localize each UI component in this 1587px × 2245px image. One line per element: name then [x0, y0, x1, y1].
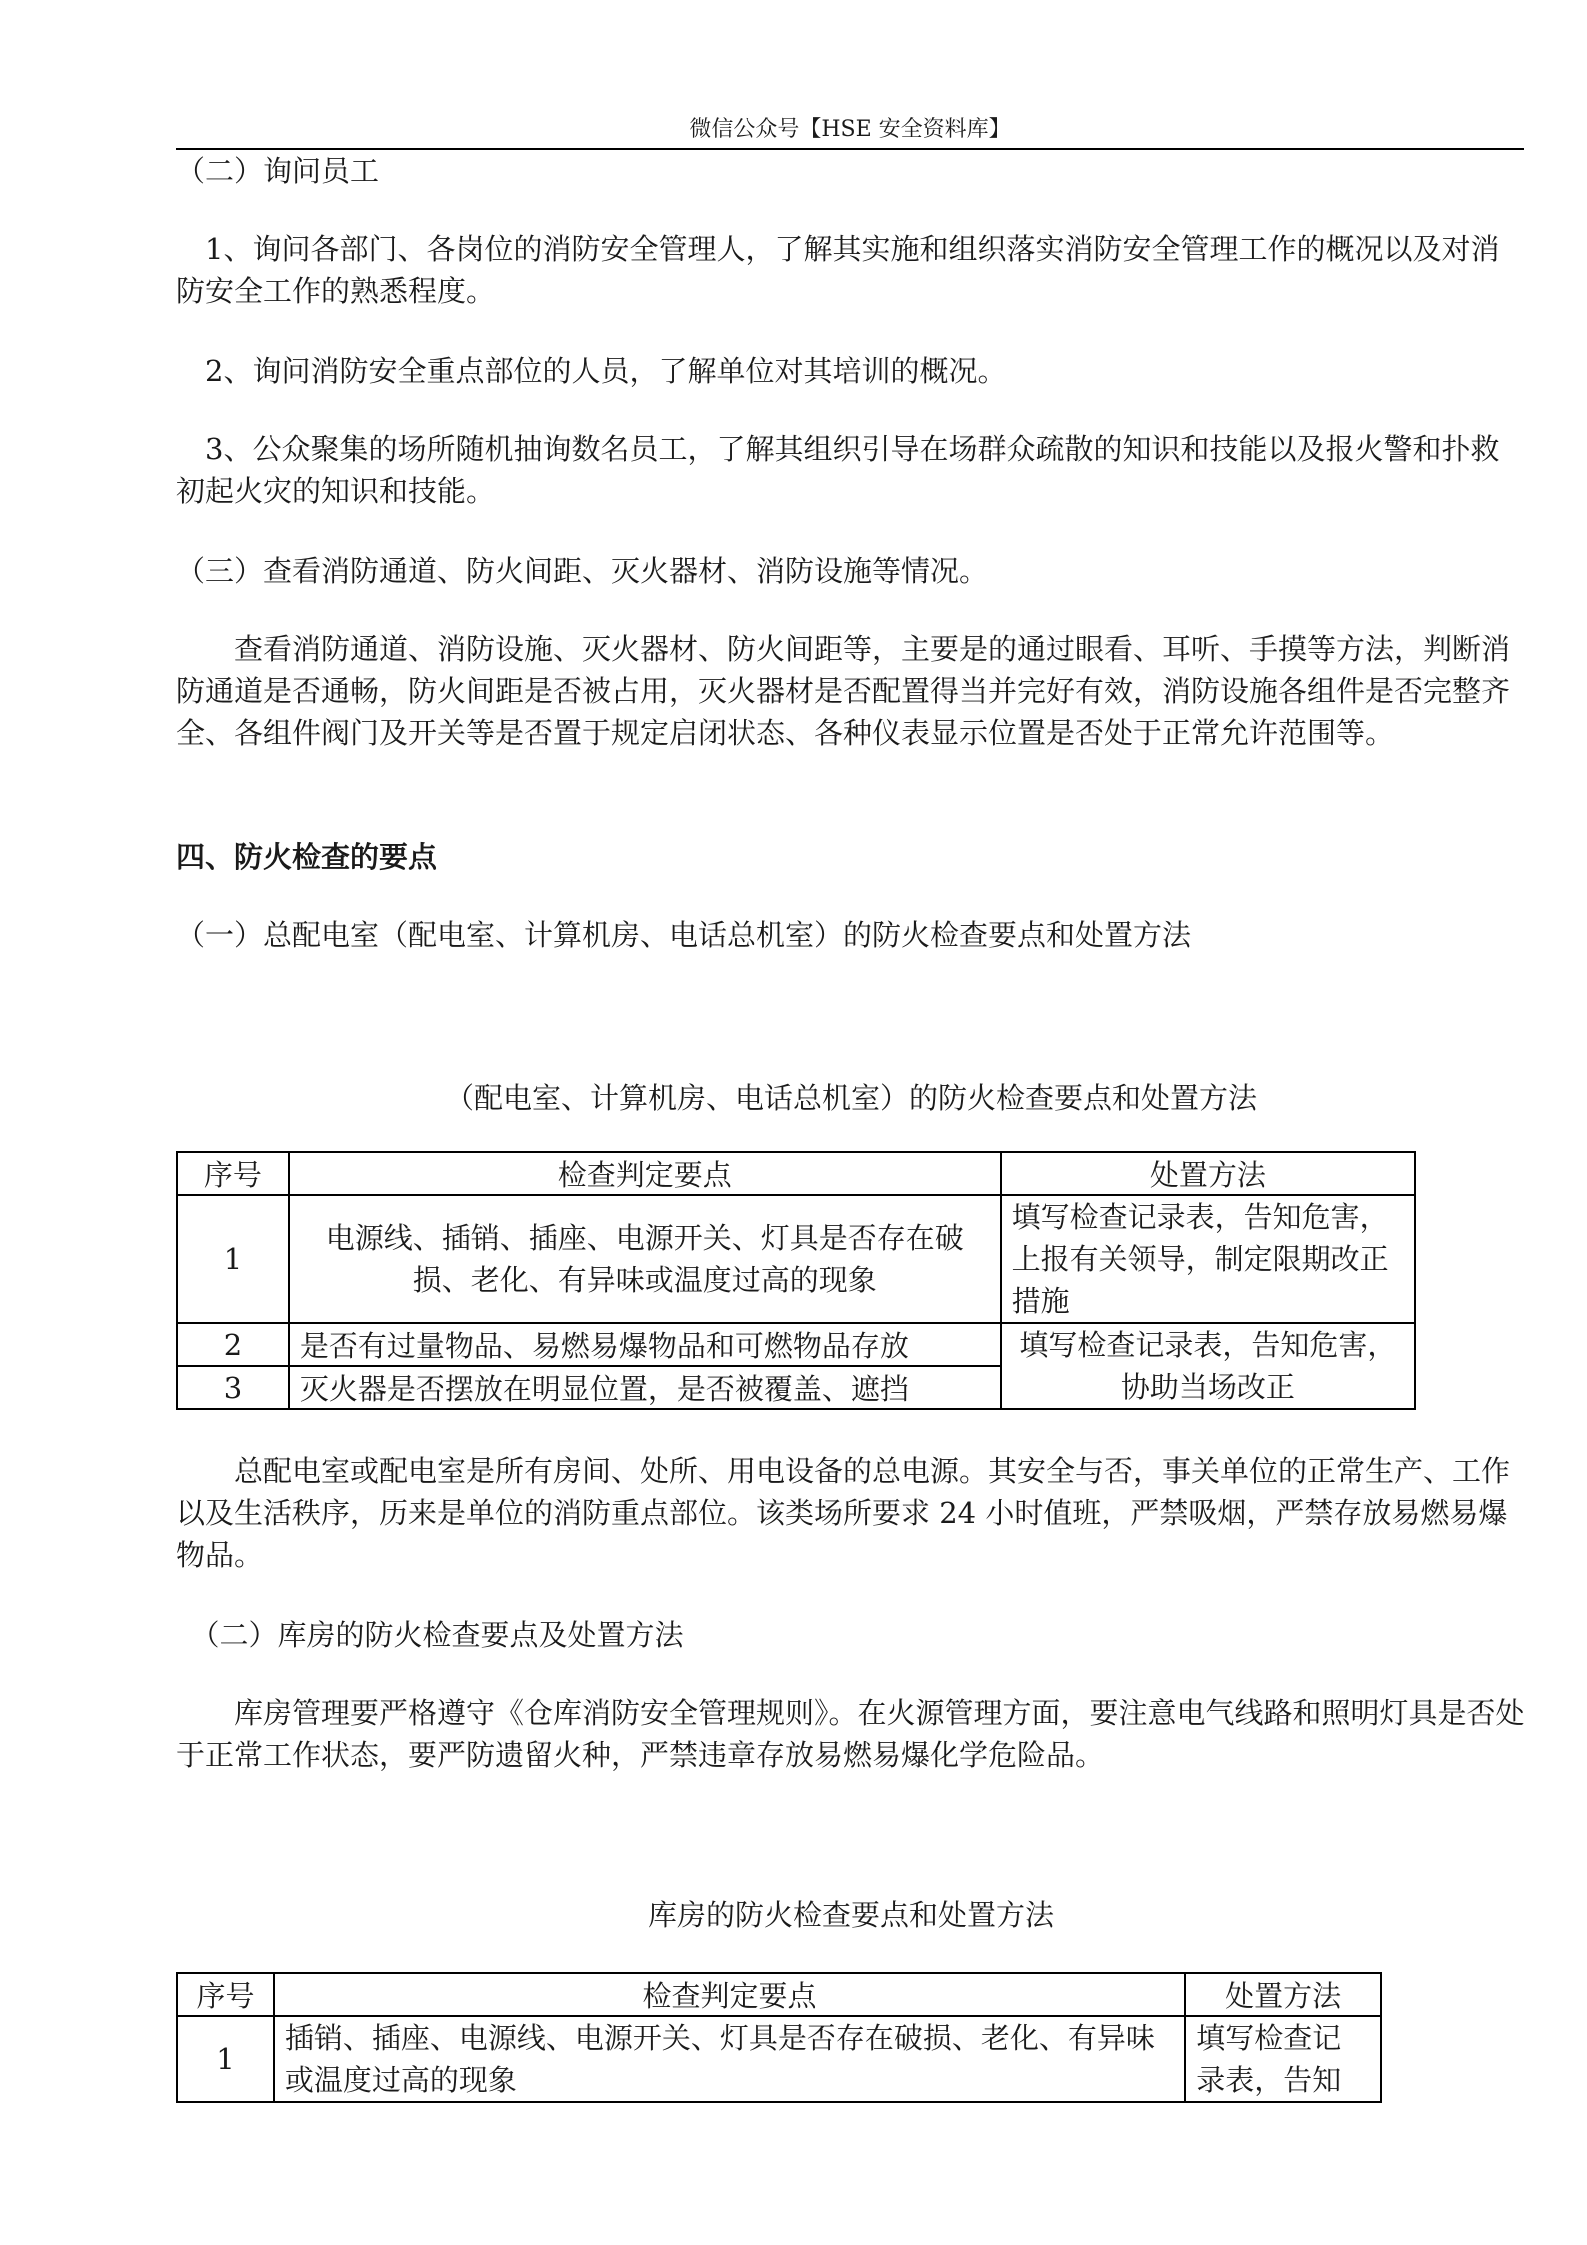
page-header: 微信公众号【HSE 安全资料库】	[689, 117, 1011, 142]
paragraph-interview-1: 1、询问各部门、各岗位的消防安全管理人，了解其实施和组织落实消防安全管理工作的概况以及对消防安全工作的熟悉程度。	[176, 232, 1500, 308]
table2-header-no: 序号	[177, 1973, 274, 2016]
table2-caption: 库房的防火检查要点和处置方法	[647, 1898, 1054, 1932]
table1-row1-method: 填写检查记录表，告知危害，上报有关领导，制定限期改正措施	[1001, 1195, 1415, 1323]
section-title-inspect: （三）查看消防通道、防火间距、灭火器材、消防设施等情况。	[176, 554, 989, 588]
table2-row1-method: 填写检查记录表，告知	[1185, 2016, 1381, 2102]
table1-row1-point: 电源线、插销、插座、电源开关、灯具是否存在破损、老化、有异味或温度过高的现象	[289, 1195, 1001, 1323]
table1-row3-no: 3	[177, 1366, 289, 1409]
table1-header-no: 序号	[177, 1152, 289, 1195]
table2-header-method: 处置方法	[1185, 1973, 1381, 2016]
paragraph-inspect: 查看消防通道、消防设施、灭火器材、防火间距等，主要是的通过眼看、耳听、手摸等方法，判断消防通道是否通畅，防火间距是否被占用，灭火器材是否配置得当并完好有效，消防设施各组件是否完整齐全、各组件阀门及开关等是否置于规定启闭状态、各种仪表显示位置是否处于正常允许范围等。	[176, 632, 1511, 750]
table-warehouse	[176, 1972, 1382, 2103]
table2-header-point: 检查判定要点	[274, 1973, 1185, 2016]
table1-header-method: 处置方法	[1001, 1152, 1415, 1195]
table1-row2-method: 填写检查记录表，告知危害，协助当场改正	[1001, 1323, 1415, 1409]
heading-key-points: 四、防火检查的要点	[176, 840, 438, 874]
table1-header-point: 检查判定要点	[289, 1152, 1001, 1195]
paragraph-warehouse: 库房管理要严格遵守《仓库消防安全管理规则》。在火源管理方面，要注意电气线路和照明灯具是否处于正常工作状态，要严防遗留火种，严禁违章存放易燃易爆化学危险品。	[176, 1696, 1525, 1772]
table1-row2-no: 2	[177, 1323, 289, 1366]
table1-row1-no: 1	[177, 1195, 289, 1323]
paragraph-interview-3: 3、公众聚集的场所随机抽询数名员工，了解其组织引导在场群众疏散的知识和技能以及报火警和扑救初起火灾的知识和技能。	[176, 432, 1500, 508]
table2-row1-point: 插销、插座、电源线、电源开关、灯具是否存在破损、老化、有异味或温度过高的现象	[274, 2016, 1185, 2102]
paragraph-interview-2: 2、询问消防安全重点部位的人员，了解单位对其培训的概况。	[176, 354, 1007, 388]
section-title-interview: （二）询问员工	[176, 154, 380, 188]
section-title-warehouse: （二）库房的防火检查要点及处置方法	[176, 1618, 684, 1652]
table1-row3-point: 灭火器是否摆放在明显位置，是否被覆盖、遮挡	[289, 1366, 1001, 1409]
table2-row1-no: 1	[177, 2016, 274, 2102]
table-power-room	[176, 1151, 1416, 1410]
table1-caption: （配电室、计算机房、电话总机室）的防火检查要点和处置方法	[444, 1081, 1257, 1115]
table1-row2-point: 是否有过量物品、易燃易爆物品和可燃物品存放	[289, 1323, 1001, 1366]
section-title-power-room: （一）总配电室（配电室、计算机房、电话总机室）的防火检查要点和处置方法	[176, 918, 1192, 952]
paragraph-power-room: 总配电室或配电室是所有房间、处所、用电设备的总电源。其安全与否，事关单位的正常生产、工作以及生活秩序，历来是单位的消防重点部位。该类场所要求 24 小时值班，严禁吸烟，严禁存放易燃易爆物品。	[176, 1454, 1511, 1572]
